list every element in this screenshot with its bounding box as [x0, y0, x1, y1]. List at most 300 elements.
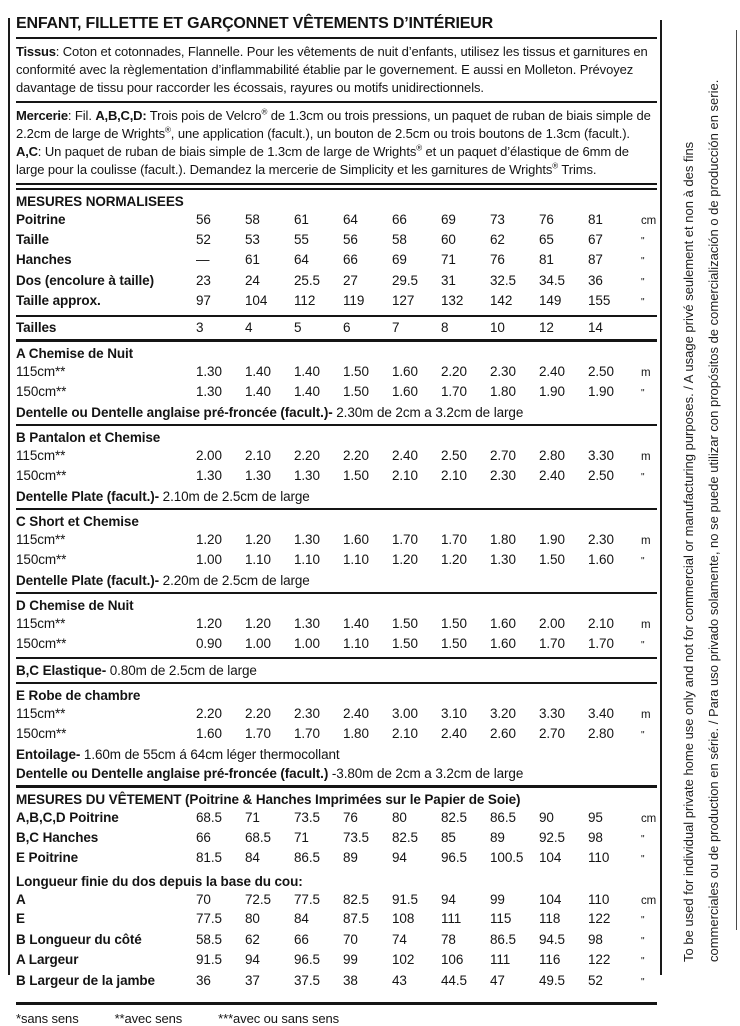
table-row	[16, 363, 657, 383]
row-label: 150cm**	[16, 383, 67, 399]
size-value: 1.20	[196, 532, 222, 547]
size-value: 2.40	[539, 364, 565, 379]
section-title: C Short et Chemise	[16, 514, 139, 529]
size-value: 96.5	[441, 850, 467, 865]
size-value: 76	[539, 212, 554, 227]
garment-measurements-rows	[16, 809, 657, 870]
divider-rule	[16, 592, 657, 594]
footnote-item: *sans sens	[16, 1010, 79, 1026]
size-value: 81	[539, 252, 554, 267]
row-label: B,C Hanches	[16, 829, 99, 845]
size-value: 1.50	[343, 467, 369, 483]
size-value: 1.30	[196, 467, 222, 483]
size-value: 0.90	[196, 635, 222, 651]
unit-label: cm	[641, 813, 657, 825]
size-value: 132	[441, 293, 464, 308]
unit-label: "	[641, 956, 645, 967]
size-value: 49.5	[539, 972, 565, 988]
size-value: 1.50	[343, 364, 369, 379]
size-value: 76	[490, 252, 505, 267]
size-value: 89	[490, 829, 505, 845]
row-label: Poitrine	[16, 212, 66, 227]
size-value: 52	[196, 231, 211, 247]
unit-label: "	[641, 297, 645, 308]
size-value: 68.5	[196, 810, 222, 825]
size-value: —	[196, 252, 210, 267]
divider-rule	[16, 315, 657, 317]
size-value: 1.90	[539, 383, 565, 399]
size-value: 2.50	[588, 467, 614, 483]
size-value: 82.5	[343, 891, 369, 907]
size-value: 1.40	[343, 616, 369, 631]
size-value: 94	[392, 850, 407, 865]
size-value: 1.90	[539, 532, 565, 547]
unit-label: "	[641, 729, 645, 741]
size-value: 86.5	[490, 931, 516, 947]
size-value: 102	[392, 952, 415, 967]
size-value: 12	[539, 319, 554, 335]
back-length-rows	[16, 891, 657, 993]
unit-label: "	[641, 276, 645, 288]
size-value: 60	[441, 231, 456, 247]
table-row	[16, 551, 657, 572]
standard-measurements-header: MESURES NORMALISEES	[16, 194, 184, 209]
size-value: 66	[392, 212, 407, 227]
size-value: 1.60	[196, 725, 222, 741]
row-label: Taille	[16, 231, 49, 247]
footnote-legend	[16, 1010, 657, 1026]
page-title: ENFANT, FILLETTE ET GARÇONNET VÊTEMENTS D’INTÉRIEUR	[16, 15, 493, 32]
size-value: 77.5	[294, 891, 320, 907]
size-value: 38	[343, 972, 358, 988]
size-value: 25.5	[294, 272, 320, 288]
size-value: 56	[196, 212, 211, 227]
size-value: 127	[392, 293, 415, 308]
table-row	[16, 272, 657, 293]
standard-measurements-rows	[16, 211, 657, 313]
size-value: 1.50	[392, 616, 418, 631]
size-value: 61	[245, 252, 260, 267]
size-value: 10	[490, 319, 505, 335]
table-row	[16, 319, 657, 338]
garment-measurements-header: MESURES DU VÊTEMENT (Poitrine & Hanches Imprimées sur le Papier de Soie)	[16, 792, 521, 807]
unit-label: "	[641, 555, 645, 567]
size-value: 2.30	[490, 467, 516, 483]
size-value: 1.10	[343, 635, 369, 651]
table-row	[16, 972, 657, 993]
size-value: 155	[588, 293, 611, 308]
row-label: 150cm**	[16, 467, 67, 483]
size-value: 97	[196, 293, 211, 308]
section-title: D Chemise de Nuit	[16, 598, 134, 613]
size-value: 1.30	[294, 467, 320, 483]
size-value: 1.70	[588, 635, 614, 651]
table-row	[16, 211, 657, 231]
size-value: 81	[588, 212, 603, 227]
size-value: 2.20	[343, 448, 369, 463]
size-value: 86.5	[294, 850, 320, 865]
note-row: B,C Elastique- 0.80m de 2.5cm de large	[16, 663, 257, 678]
section-title: B Pantalon et Chemise	[16, 430, 161, 445]
size-value: 31	[441, 272, 456, 288]
size-value: 58	[392, 231, 407, 247]
size-value: 111	[490, 952, 511, 967]
divider-rule	[16, 657, 657, 659]
size-value: 61	[294, 212, 309, 227]
row-label: E Poitrine	[16, 850, 79, 865]
divider-rule	[16, 101, 657, 103]
row-label: 115cm**	[16, 448, 66, 463]
size-value: 1.20	[245, 616, 271, 631]
row-label: 115cm**	[16, 616, 66, 631]
size-value: 1.50	[392, 635, 418, 651]
table-row	[16, 467, 657, 488]
size-value: 2.40	[441, 725, 467, 741]
note-row: Dentelle ou Dentelle anglaise pré-froncée (facult.) -3.80m de 2cm a 3.2cm de large	[16, 766, 524, 781]
size-value: 72.5	[245, 891, 271, 907]
size-value: 1.20	[392, 551, 418, 567]
footnote-item: **avec sens	[114, 1010, 183, 1026]
size-value: 62	[245, 931, 260, 947]
size-value: 99	[490, 891, 505, 907]
row-label: Dos (encolure à taille)	[16, 272, 154, 288]
size-value: 2.10	[392, 725, 418, 741]
size-value: 70	[343, 931, 358, 947]
size-value: 1.20	[441, 551, 467, 567]
size-value: 70	[196, 891, 211, 907]
divider-rule	[16, 37, 657, 39]
size-value: 106	[441, 952, 464, 967]
size-value: 2.80	[539, 448, 565, 463]
size-value: 2.00	[539, 616, 565, 631]
unit-label: "	[641, 256, 645, 267]
size-value: 55	[294, 231, 309, 247]
table-row	[16, 251, 657, 272]
row-label: Tailles	[16, 319, 57, 335]
size-value: 2.10	[245, 448, 271, 463]
size-value: 1.50	[441, 616, 467, 631]
size-value: 71	[294, 829, 309, 845]
unit-label: m	[641, 535, 651, 547]
size-value: 73.5	[294, 810, 320, 825]
size-value: 32.5	[490, 272, 516, 288]
size-value: 67	[588, 231, 603, 247]
size-value: 29.5	[392, 272, 418, 288]
size-value: 104	[539, 850, 562, 865]
divider-rule	[16, 424, 657, 426]
size-value: 58	[245, 212, 260, 227]
size-value: 47	[490, 972, 505, 988]
size-value: 91.5	[196, 952, 222, 967]
fabric-paragraph: Tissus: Coton et cotonnades, Flannelle. Pour les vêtements de nuit d’enfants, utilisez les tissus et garnitures en conformité avec la règlementation d’inflammabilité établie par le governement. E aussi en Molleton. Prévoyez davantage de tissu pour raccorder les écossais, rayures ou motifs unidirectionnels.	[16, 44, 648, 95]
size-value: 1.30	[196, 364, 222, 379]
size-value: 100.5	[490, 850, 524, 865]
size-value: 1.00	[196, 551, 222, 567]
size-value: 2.50	[441, 448, 467, 463]
unit-label: cm	[641, 894, 657, 907]
row-label: B Longueur du côté	[16, 931, 142, 947]
size-value: 1.60	[343, 532, 369, 547]
size-value: 2.20	[294, 448, 320, 463]
size-value: 24	[245, 272, 260, 288]
size-value: 149	[539, 293, 562, 308]
size-value: 2.20	[245, 706, 271, 721]
size-value: 37.5	[294, 972, 320, 988]
unit-label: "	[641, 915, 645, 926]
copyright-sidebar	[676, 20, 730, 962]
size-value: 1.50	[441, 635, 467, 651]
size-value: 69	[441, 212, 456, 227]
size-value: 108	[392, 911, 415, 926]
size-value: 2.30	[490, 364, 516, 379]
size-value: 1.10	[245, 551, 271, 567]
row-label: A,B,C,D Poitrine	[16, 810, 119, 825]
size-value: 1.90	[588, 383, 614, 399]
size-value: 98	[588, 829, 603, 845]
size-value: 2.30	[294, 706, 320, 721]
left-border-line	[8, 18, 10, 975]
size-value: 82.5	[441, 810, 467, 825]
footnote-item: ***avec ou sans sens	[218, 1010, 340, 1026]
size-value: 112	[294, 293, 316, 308]
size-value: 1.30	[196, 383, 222, 399]
unit-label: "	[641, 935, 645, 947]
size-value: 5	[294, 319, 302, 335]
table-row	[16, 849, 657, 870]
table-row	[16, 231, 657, 252]
row-label: Hanches	[16, 252, 72, 267]
unit-label: "	[641, 976, 645, 988]
table-row	[16, 931, 657, 952]
double-divider-rule	[16, 183, 657, 190]
note-row: Dentelle Plate (facult.)- 2.20m de 2.5cm de large	[16, 573, 310, 588]
row-label: Taille approx.	[16, 293, 101, 308]
size-value: 110	[588, 850, 610, 865]
size-value: 3.20	[490, 706, 516, 721]
table-row	[16, 383, 657, 404]
size-value: 62	[490, 231, 505, 247]
main-content	[16, 14, 657, 1026]
size-value: 1.60	[392, 364, 418, 379]
size-value: 111	[441, 911, 462, 926]
table-row	[16, 951, 657, 972]
size-value: 66	[196, 829, 211, 845]
size-value: 1.70	[392, 532, 418, 547]
size-value: 1.40	[245, 364, 271, 379]
table-row	[16, 447, 657, 467]
size-value: 14	[588, 319, 603, 335]
table-row	[16, 809, 657, 829]
note-row: Entoilage- 1.60m de 55cm á 64cm léger thermocollant	[16, 747, 340, 762]
size-value: 87	[588, 252, 603, 267]
thick-divider-rule	[16, 785, 657, 788]
size-value: 1.00	[245, 635, 271, 651]
divider-rule	[16, 1002, 657, 1005]
size-value: 99	[343, 952, 358, 967]
section-title: E Robe de chambre	[16, 688, 141, 703]
size-value: 74	[392, 931, 407, 947]
size-value: 1.30	[294, 616, 320, 631]
size-value: 1.60	[392, 383, 418, 399]
sidebar-line: To be used for individual private home use only and not for commercial or manufacturing purposes. / A usage privé seulement et non à des fins	[681, 141, 696, 962]
section-title: A Chemise de Nuit	[16, 346, 134, 361]
table-row	[16, 725, 657, 746]
row-label: 115cm**	[16, 364, 66, 379]
divider-rule	[16, 508, 657, 510]
row-label: A Largeur	[16, 952, 79, 967]
size-value: 87.5	[343, 911, 369, 926]
size-value: 1.20	[196, 616, 222, 631]
unit-label: cm	[641, 215, 657, 227]
table-row	[16, 615, 657, 635]
size-value: 2.20	[196, 706, 222, 721]
size-value: 104	[539, 891, 562, 907]
size-value: 84	[294, 911, 309, 926]
table-row	[16, 829, 657, 850]
size-value: 85	[441, 829, 456, 845]
size-value: 56	[343, 231, 358, 247]
size-value: 8	[441, 319, 449, 335]
size-value: 1.50	[343, 383, 369, 399]
unit-label: "	[641, 471, 645, 483]
size-value: 2.00	[196, 448, 222, 463]
size-value: 1.30	[245, 467, 271, 483]
row-label: 150cm**	[16, 725, 67, 741]
unit-label: m	[641, 451, 651, 463]
size-value: 1.00	[294, 635, 320, 651]
size-value: 116	[539, 952, 561, 967]
size-value: 1.70	[441, 532, 467, 547]
note-row: Dentelle Plate (facult.)- 2.10m de 2.5cm de large	[16, 489, 310, 504]
size-value: 90	[539, 810, 554, 825]
size-value: 3.10	[441, 706, 467, 721]
size-value: 119	[343, 293, 365, 308]
sizes-row	[16, 319, 657, 338]
size-value: 2.30	[588, 532, 614, 547]
size-value: 58.5	[196, 931, 222, 947]
size-value: 115	[490, 911, 512, 926]
table-row	[16, 292, 657, 313]
size-value: 1.80	[343, 725, 369, 741]
size-value: 1.40	[245, 383, 271, 399]
size-value: 77.5	[196, 911, 222, 926]
size-value: 76	[343, 810, 358, 825]
size-value: 1.60	[490, 616, 516, 631]
size-value: 94	[245, 952, 260, 967]
size-value: 1.70	[245, 725, 271, 741]
size-value: 2.40	[392, 448, 418, 463]
size-value: 94.5	[539, 931, 565, 947]
size-value: 36	[588, 272, 603, 288]
size-value: 95	[588, 810, 603, 825]
size-value: 2.20	[441, 364, 467, 379]
size-value: 91.5	[392, 891, 418, 907]
size-value: 2.80	[588, 725, 614, 741]
size-value: 1.20	[245, 532, 271, 547]
size-value: 1.80	[490, 532, 516, 547]
row-label: B Largeur de la jambe	[16, 972, 155, 988]
size-value: 82.5	[392, 829, 418, 845]
size-value: 2.70	[490, 448, 516, 463]
size-value: 110	[588, 891, 610, 907]
size-value: 65	[539, 231, 554, 247]
row-label: 150cm**	[16, 551, 67, 567]
size-value: 64	[343, 212, 358, 227]
size-value: 43	[392, 972, 407, 988]
size-value: 1.70	[539, 635, 565, 651]
content-right-border-line	[660, 20, 662, 975]
size-value: 142	[490, 293, 513, 308]
table-row	[16, 891, 657, 911]
size-value: 36	[196, 972, 211, 988]
size-value: 3.30	[539, 706, 565, 721]
table-row	[16, 910, 657, 931]
divider-rule	[16, 682, 657, 684]
note-row: Dentelle ou Dentelle anglaise pré-froncée (facult.)- 2.30m de 2cm a 3.2cm de large	[16, 405, 524, 420]
unit-label: "	[641, 854, 645, 865]
size-value: 69	[392, 252, 407, 267]
row-label: 115cm**	[16, 532, 66, 547]
row-label: A	[16, 891, 26, 907]
size-value: 80	[392, 810, 407, 825]
size-value: 73.5	[343, 829, 369, 845]
size-value: 34.5	[539, 272, 565, 288]
size-value: 2.40	[343, 706, 369, 721]
size-value: 2.10	[588, 616, 614, 631]
size-value: 3.30	[588, 448, 614, 463]
unit-label: "	[641, 639, 645, 651]
size-value: 3.40	[588, 706, 614, 721]
size-value: 71	[441, 252, 456, 267]
size-value: 2.10	[441, 467, 467, 483]
back-length-subheader: Longueur finie du dos depuis la base du cou:	[16, 873, 303, 889]
size-value: 81.5	[196, 850, 222, 865]
page-edge-line	[736, 30, 737, 930]
row-label: E	[16, 911, 25, 926]
size-value: 78	[441, 931, 456, 947]
garment-measurements-table	[16, 790, 657, 992]
size-value: 118	[539, 911, 561, 926]
size-value: 104	[245, 293, 268, 308]
yardage-sections	[16, 344, 657, 783]
size-value: 84	[245, 850, 260, 865]
size-value: 1.50	[539, 551, 565, 567]
size-value: 53	[245, 231, 260, 247]
size-value: 94	[441, 891, 456, 907]
size-value: 1.40	[294, 383, 320, 399]
size-value: 3	[196, 319, 204, 335]
size-value: 68.5	[245, 829, 271, 845]
size-value: 4	[245, 319, 253, 335]
row-label: 115cm**	[16, 706, 66, 721]
unit-label: "	[641, 387, 645, 399]
thick-divider-rule	[16, 339, 657, 342]
size-value: 27	[343, 272, 358, 288]
size-value: 80	[245, 911, 260, 926]
size-value: 122	[588, 911, 611, 926]
notions-paragraph: Mercerie: Fil. A,B,C,D: Trois pois de Velcro® de 1.3cm ou trois pressions, un paquet de ruban de biais simple de 2.2cm de large de Wrights®, une application (facult.), un bouton de 2.5cm ou trois boutons de 1.3cm (facult.). A,C: Un paquet de ruban de biais simple de 1.3cm de large de Wrights® et un paquet d’élastique de 6mm de large pour la coulisse (facult.). Demandez la mercerie de Simplicity et les garnitures de Wrights® Trims.	[16, 107, 651, 177]
size-value: 86.5	[490, 810, 516, 825]
size-value: 1.70	[441, 383, 467, 399]
unit-label: "	[641, 235, 645, 247]
size-value: 96.5	[294, 952, 320, 967]
size-value: 23	[196, 272, 211, 288]
size-value: 2.10	[392, 467, 418, 483]
size-value: 66	[294, 931, 309, 947]
size-value: 1.10	[294, 551, 320, 567]
size-value: 3.00	[392, 706, 418, 721]
unit-label: m	[641, 709, 651, 721]
